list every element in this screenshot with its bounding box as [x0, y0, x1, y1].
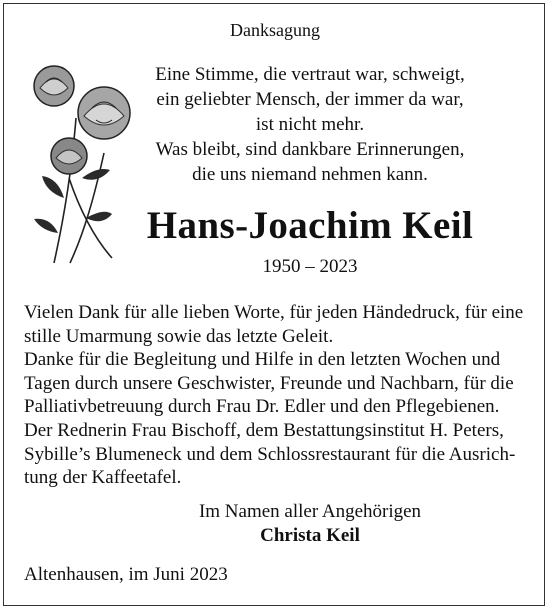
text-line: Palliativbetreuung durch Frau Dr. Edler und den Pflegebienen.	[24, 396, 500, 418]
poem-line: Was bleibt, sind dankbare Erinnerungen,	[155, 139, 465, 160]
poem-line: Eine Stimme, die vertraut war, schweigt,	[155, 64, 465, 85]
text-line: stille Umarmung sowie das letzte Geleit.	[24, 325, 334, 347]
signer-name: Christa Keil	[260, 525, 360, 546]
poem	[120, 62, 500, 187]
poem-line: ein geliebter Mensch, der immer da war,	[156, 89, 464, 110]
text-line: Tagen durch unsere Geschwister, Freunde und Nachbarn, für die	[24, 372, 514, 394]
poem-line: ist nicht mehr.	[255, 114, 365, 135]
poem-line: die uns niemand nehmen kann.	[192, 164, 428, 185]
text-line: Vielen Dank für alle lieben Worte, für jeden Händedruck, für eine	[24, 302, 524, 323]
text-line: Sybille’s Blumeneck und dem Schlossrestaurant für die Ausrich-	[24, 443, 516, 465]
thanks-text	[24, 301, 528, 490]
closing	[100, 500, 520, 548]
text-line: Danke für die Begleitung und Hilfe in den letzten Wochen und	[24, 349, 501, 371]
deceased-name: Hans-Joachim Keil	[146, 204, 474, 247]
place-date: Altenhausen, im Juni 2023	[24, 564, 228, 585]
closing-line: Im Namen aller Angehörigen	[198, 501, 422, 522]
text-line: tung der Kaffeetafel.	[24, 467, 182, 489]
heading: Danksagung	[230, 20, 320, 40]
text-line: Der Rednerin Frau Bischoff, dem Bestattungsinstitut H. Peters,	[24, 419, 504, 441]
life-years: 1950 – 2023	[262, 256, 358, 277]
